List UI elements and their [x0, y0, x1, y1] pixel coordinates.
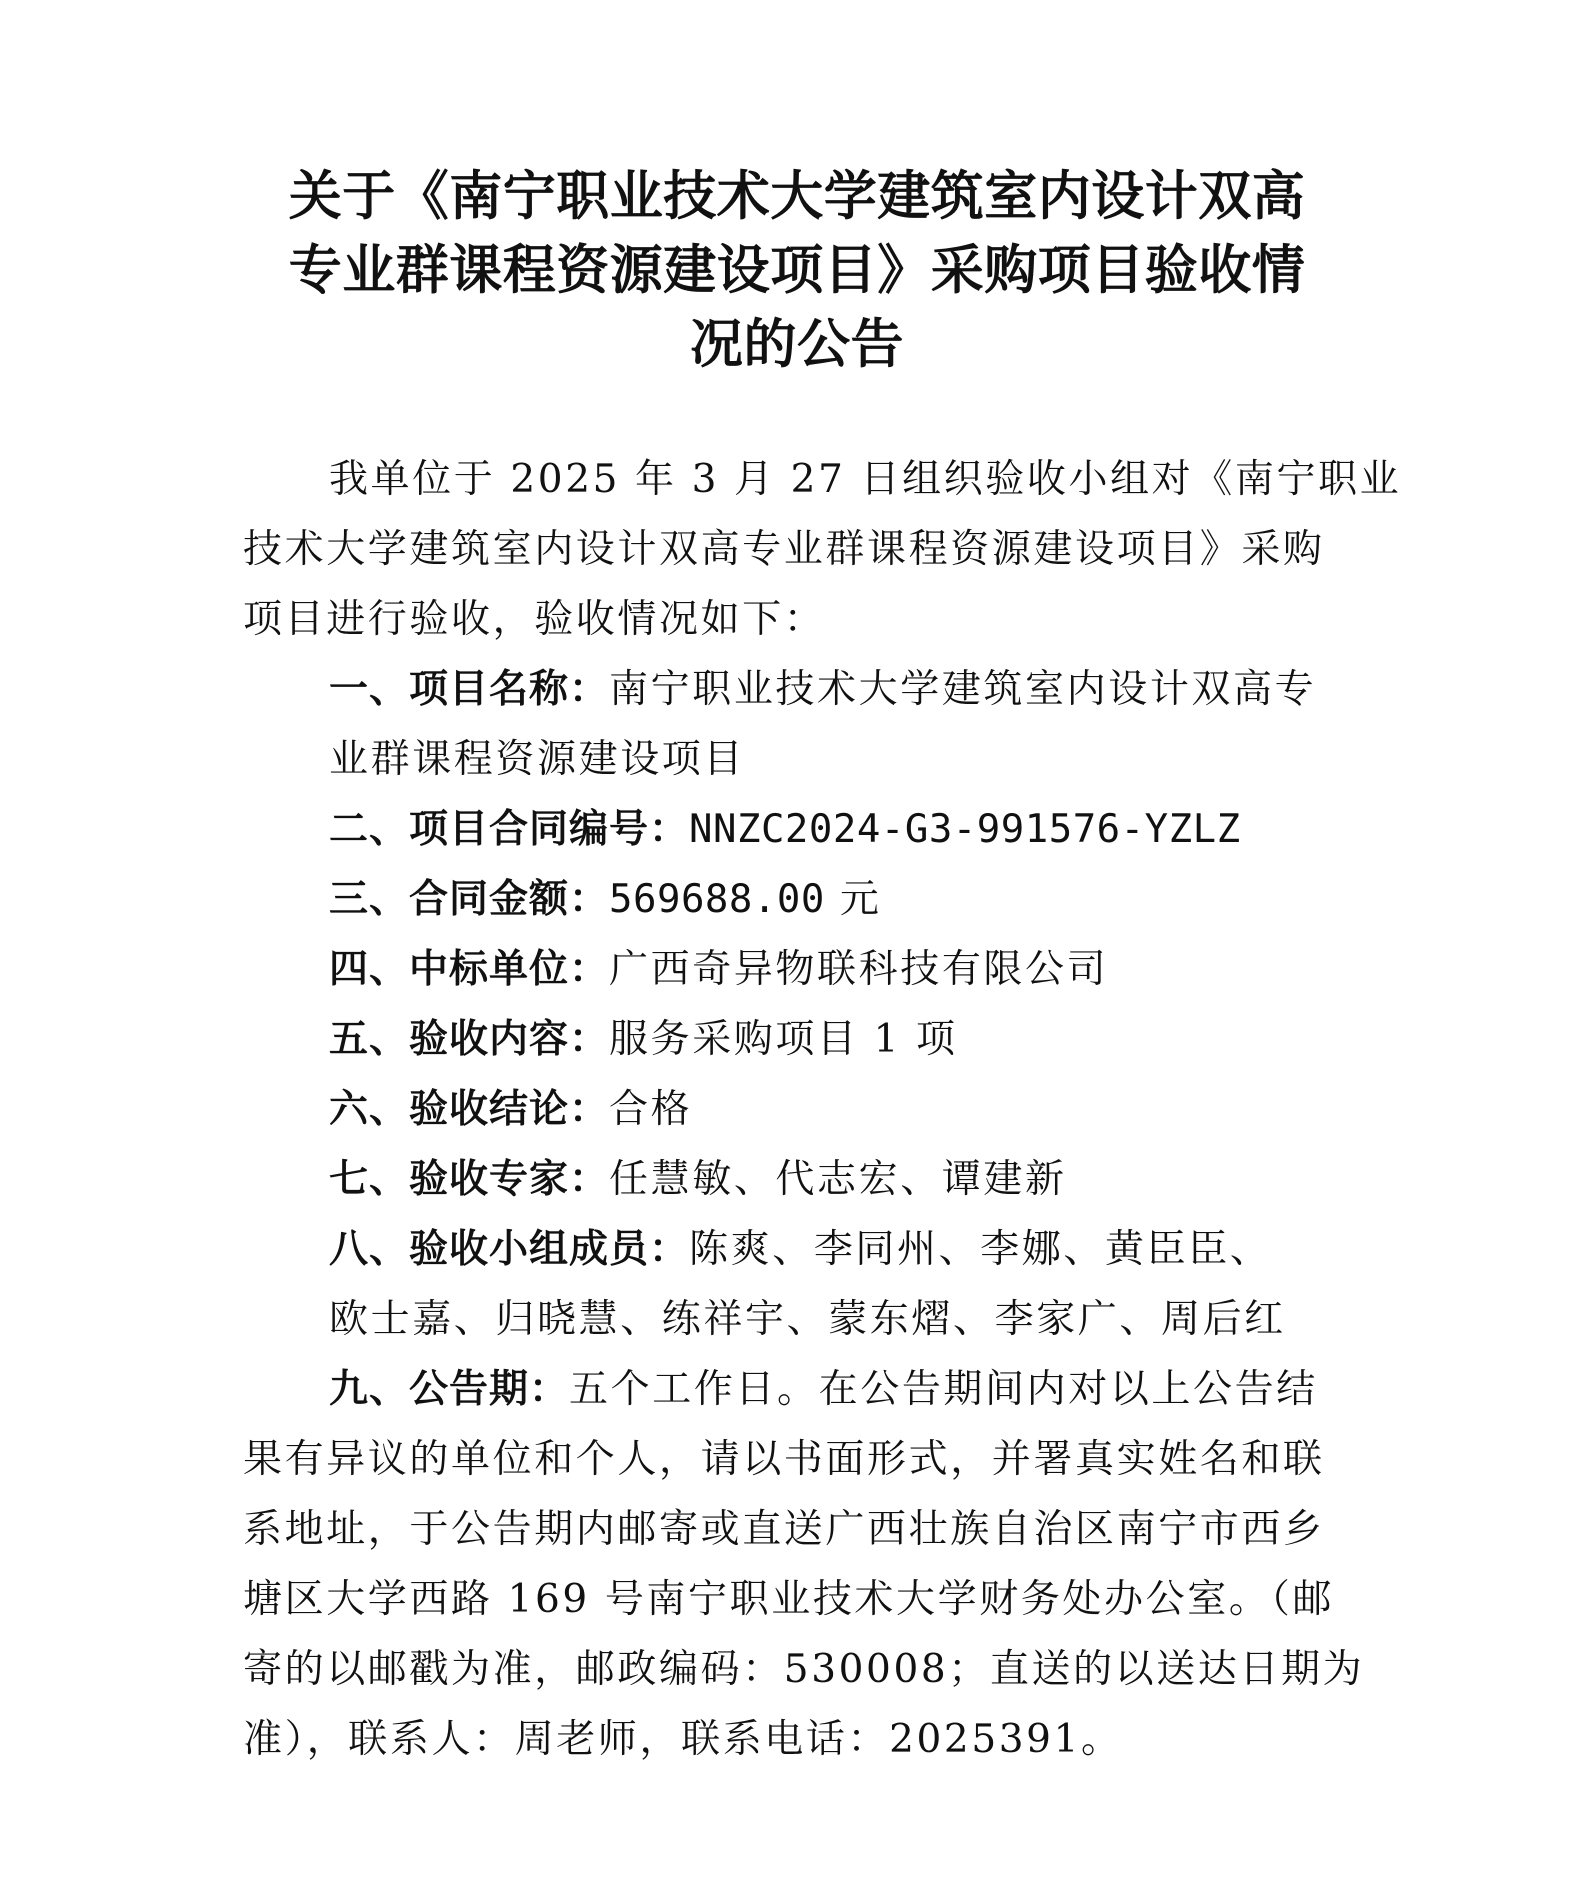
notice-line: 系地址，于公告期内邮寄或直送广西壮族自治区南宁市西乡 [243, 1507, 1325, 1552]
notice-line: 寄的以邮戳为准，邮政编码：530008；直送的以送达日期为 [243, 1647, 1365, 1692]
item-value-continued: 欧士嘉、归晓慧、练祥宇、蒙东熠、李家广、周后红 [329, 1297, 1286, 1342]
item-label: 八、验收小组成员： [329, 1227, 690, 1272]
item-label: 四、中标单位： [329, 947, 610, 992]
item-value: 陈爽、李同州、李娜、黄臣臣、 [689, 1227, 1272, 1272]
item-project-name [243, 655, 1351, 795]
notice-line: 准），联系人：周老师，联系电话：2025391。 [243, 1717, 1123, 1762]
item-label: 六、验收结论： [329, 1087, 610, 1132]
notice-line: 塘区大学西路 169 号南宁职业技术大学财务处办公室。（邮 [243, 1577, 1335, 1622]
item-value: 569688.00 [609, 877, 825, 922]
intro-line: 项目进行验收，验收情况如下： [243, 597, 826, 642]
title-line: 专业群课程资源建设项目》采购项目验收情 [288, 240, 1306, 301]
item-value: 合格 [609, 1087, 693, 1132]
item-value-continued: 业群课程资源建设项目 [329, 737, 746, 782]
item-value: 南宁职业技术大学建筑室内设计双高专 [609, 667, 1317, 712]
notice-line: 果有异议的单位和个人，请以书面形式，并署真实姓名和联 [243, 1437, 1325, 1482]
item-acceptance-experts [243, 1145, 1351, 1215]
intro-line: 我单位于 2025 年 3 月 27 日组织验收小组对《南宁职业 [329, 457, 1402, 502]
notice-title [243, 160, 1351, 382]
item-value: 广西奇异物联科技有限公司 [609, 947, 1109, 992]
item-unit: 元 [839, 877, 882, 922]
item-value: NNZC2024-G3-991576-YZLZ [689, 807, 1241, 852]
title-line: 况的公告 [690, 314, 904, 375]
item-acceptance-conclusion [243, 1075, 1351, 1145]
intro-line: 技术大学建筑室内设计双高专业群课程资源建设项目》采购 [243, 527, 1325, 572]
item-label: 九、公告期： [329, 1367, 570, 1412]
item-contract-number [243, 795, 1351, 865]
item-value: 五个工作日。在公告期间内对以上公告结 [569, 1367, 1318, 1412]
notice-body [243, 445, 1402, 1775]
item-notice-period [243, 1355, 1365, 1775]
title-line: 关于《南宁职业技术大学建筑室内设计双高 [288, 166, 1306, 227]
item-label: 五、验收内容： [329, 1017, 610, 1062]
item-acceptance-content [243, 1005, 1351, 1075]
item-value: 服务采购项目 1 项 [609, 1017, 958, 1062]
item-label: 七、验收专家： [329, 1157, 610, 1202]
item-group-members [243, 1215, 1351, 1355]
item-value: 任慧敏、代志宏、谭建新 [609, 1157, 1067, 1202]
item-label: 三、合同金额： [329, 877, 610, 922]
item-label: 二、项目合同编号： [329, 807, 690, 852]
item-winning-bidder [243, 935, 1351, 1005]
item-contract-amount [243, 865, 1351, 935]
item-label: 一、项目名称： [329, 667, 610, 712]
